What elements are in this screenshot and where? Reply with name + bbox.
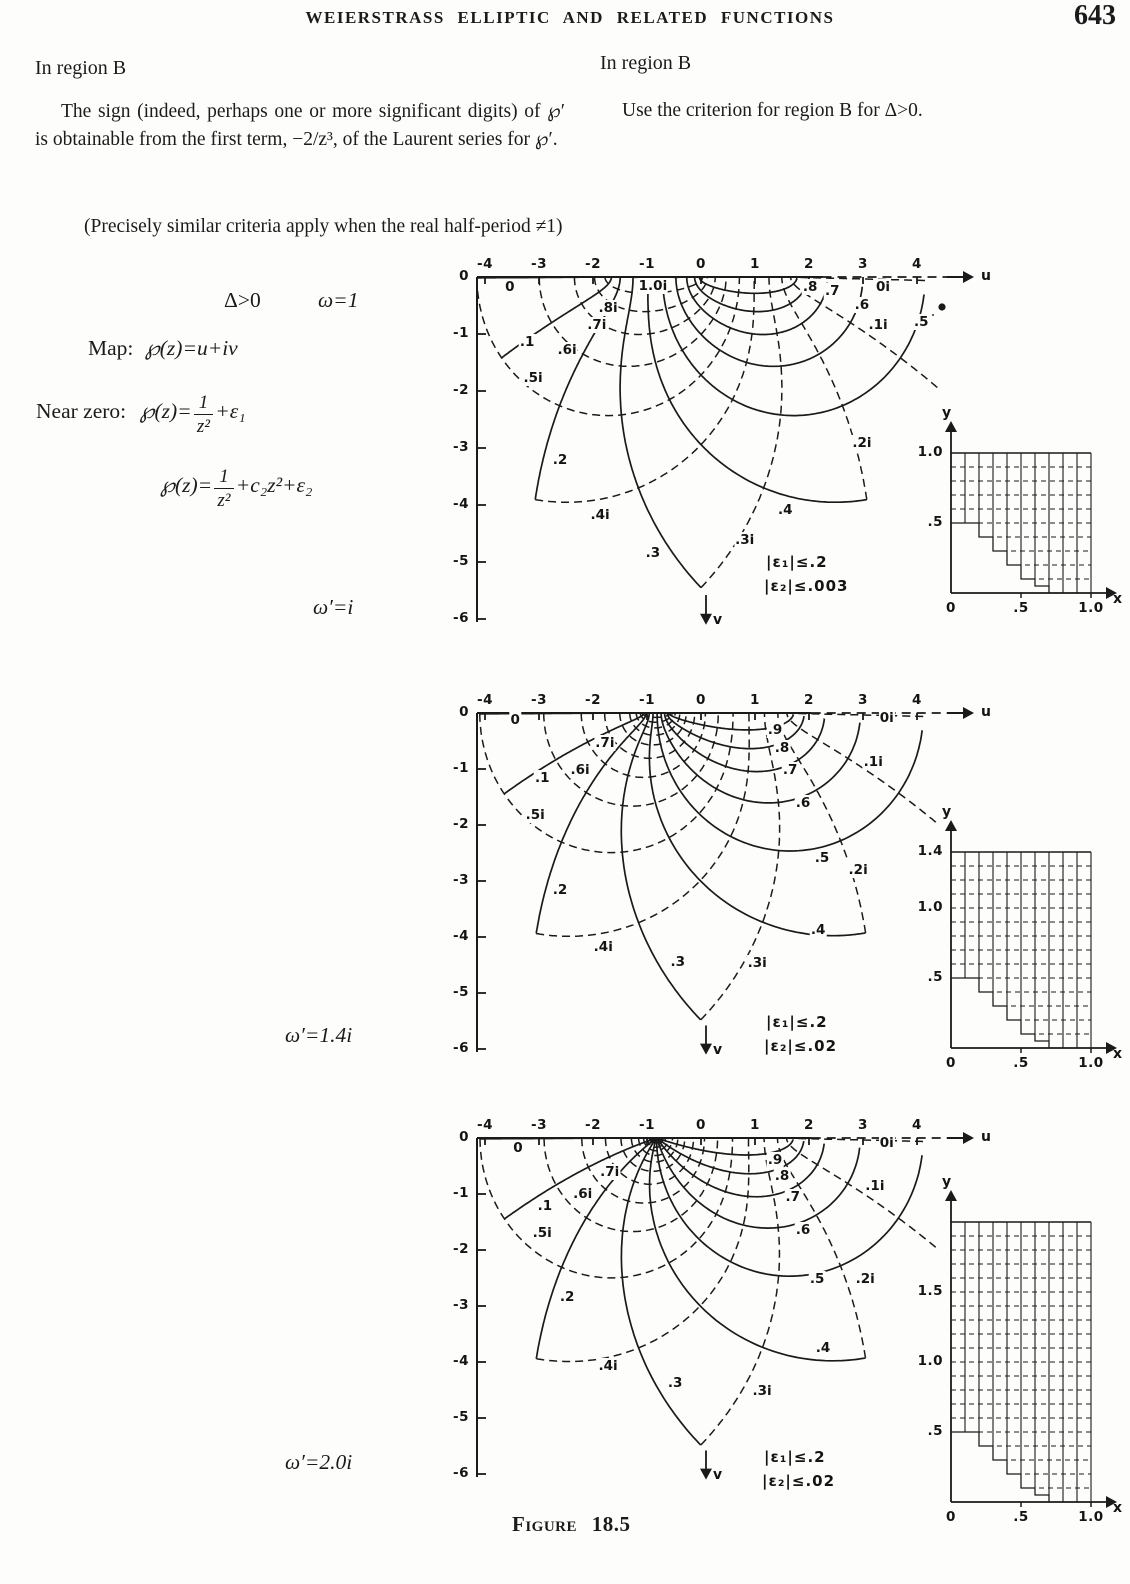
axis-arrowhead [1106,587,1117,599]
curve-label-.1i: .1i [863,754,883,771]
fraction-numerator: 1 [194,393,214,415]
contour-dashed [581,713,705,777]
inset-staircase [951,523,1049,593]
curve-label-.2i: .2i [848,861,868,878]
u-tick-label: -1 [639,1117,655,1133]
inset-y-tick-label: 1.4 [917,843,943,859]
curve-label-.6: .6 [854,296,870,313]
curve-label-0i: 0i [875,279,890,296]
inset-x-tick-label: 0 [946,1509,956,1525]
epsilon2-bound-chart2: |ε₂|≤.02 [764,1037,838,1055]
curve-label-.7: .7 [785,1188,801,1205]
v-tick-label: -5 [453,984,469,1000]
v-tick-label: 0 [459,1129,469,1145]
u-tick-label: 3 [858,256,868,272]
inset-y-axis-label: y [942,804,952,820]
curve-label-.6i: .6i [557,341,577,358]
curve-label-.2i: .2i [855,1270,875,1287]
curve-label-.9: .9 [767,721,783,738]
u-axis-label: u [981,704,991,720]
inset-x-tick-label: 1.0 [1078,1509,1104,1525]
v-tick-label: -5 [453,1409,469,1425]
v-axis-label: v [713,612,723,629]
curve-label-.5i: .5i [525,806,545,823]
curve-label-.2: .2 [559,1289,575,1306]
fraction-numerator: 1 [214,467,234,489]
inset-y-tick-label: 1.0 [917,1353,943,1369]
curve-label-.3i: .3i [752,1382,772,1399]
figure-caption: Figure 18.5 [512,1512,631,1536]
second-eq-rhs: +c₂z²+ε₂ [235,473,313,497]
epsilon2-bound-chart1: |ε₂|≤.003 [764,577,849,595]
second-eq-lhs: ℘(z)= [160,473,213,497]
inset-y-axis-label: y [942,1174,952,1190]
curve-label-0: 0 [513,1140,523,1157]
curve-label-1.0i: 1.0i [638,278,668,295]
inset-grid-2 [945,820,1117,1054]
inset-x-tick-label: .5 [1013,1509,1029,1525]
curve-label-.6i: .6i [573,1186,593,1202]
curve-label-.2: .2 [552,451,568,468]
inset-staircase [951,1432,1049,1502]
curve-label-.1: .1 [537,1197,553,1214]
u-tick-label: 0 [696,692,706,708]
inset-y-tick-label: .5 [927,1423,943,1439]
u-tick-label: -2 [585,692,601,708]
u-tick-label: 1 [750,692,760,708]
u-tick-label: -1 [639,692,655,708]
contour-dashed [787,713,936,822]
v-tick-label: 0 [459,268,469,284]
contour-dashed [778,713,866,933]
u-tick-label: -3 [531,1117,547,1133]
contour-dashed [480,713,733,853]
curve-label-.1: .1 [534,769,550,786]
inset-y-tick-label: 1.0 [917,444,943,460]
contour-solid [650,1138,866,1361]
u-axis-label: u [981,1129,991,1145]
inset-y-tick-label: .5 [927,514,943,530]
u-tick-label: 0 [696,256,706,272]
epsilon1-bound-chart2: |ε₁|≤.2 [766,1013,828,1031]
axis-arrowhead [945,421,957,432]
contour-dashed [536,713,749,936]
u-tick-label: 1 [750,256,760,272]
curve-label-.6: .6 [795,1221,811,1238]
u-tick-label: 1 [750,1117,760,1133]
note-line: (Precisely similar criteria apply when the real half-period ≠1) [84,216,563,237]
curve-label-.2: .2 [552,881,568,898]
curve-label-.3: .3 [670,954,686,971]
omega-prime-label-3: ω′=2.0i [285,1450,353,1474]
curve-label-.9: .9 [767,1151,783,1168]
page-header: WEIERSTRASS ELLIPTIC AND RELATED FUNCTIONS [305,8,835,27]
v-tick-label: -3 [453,439,469,455]
map-equation-line [88,336,238,361]
u-tick-label: 0 [696,1117,706,1133]
curve-label-.5: .5 [809,1270,825,1287]
map-label: Map: [88,336,134,360]
v-tick-label: -6 [453,610,469,626]
v-tick-label: -3 [453,1297,469,1313]
chart-axes-3 [477,1132,974,1480]
inset-x-tick-label: .5 [1013,1055,1029,1071]
contour-dashed [782,277,867,500]
curve-label-.5: .5 [914,314,929,331]
axis-arrowhead [945,1190,957,1201]
u-tick-label: -3 [531,256,547,272]
v-tick-label: -2 [453,382,469,398]
contour-solid [536,713,646,934]
curve-label-.1: .1 [519,333,535,350]
u-tick-label: -3 [531,692,547,708]
contour-solid [504,1138,654,1219]
v-tick-label: -4 [453,928,469,944]
v-tick-label: -5 [453,553,469,569]
u-tick-label: 3 [858,1117,868,1133]
curve-label-.3i: .3i [747,954,767,971]
u-tick-label: -1 [639,256,655,272]
u-tick-label: 2 [804,1117,814,1133]
u-tick-label: -2 [585,1117,601,1133]
curve-label-.2i: .2i [852,434,872,451]
curve-label-.8: .8 [802,279,818,296]
curve-label-.8: .8 [774,740,790,757]
curve-label-.8: .8 [774,1168,790,1185]
v-tick-label: -1 [453,1185,469,1201]
chart-axes-1 [477,271,974,625]
contour-dashed [791,277,938,388]
curve-label-.6: .6 [795,795,811,812]
ink-speck-artifact [932,314,934,316]
omega-condition: ω=1 [318,288,359,312]
v-tick-label: -6 [453,1465,469,1481]
inset-staircase [951,978,1049,1048]
epsilon1-bound-chart1: |ε₁|≤.2 [766,553,828,571]
fraction-denominator: z² [196,416,210,437]
ink-blob-artifact [938,303,945,310]
u-tick-label: 2 [804,692,814,708]
inset-x-axis-label: x [1113,1500,1123,1516]
chart-curves-3 [480,1138,936,1445]
near-zero-label: Near zero: [36,399,127,423]
contour-dashed [544,1138,718,1232]
contour-dashed [536,1138,749,1362]
contour-solid [504,713,644,794]
curve-label-.7i: .7i [587,316,607,333]
right-column-paragraph: Use the criterion for region B for Δ>0. [622,100,923,121]
contour-solid [649,713,865,939]
curve-label-.3i: .3i [735,531,755,548]
fraction-denominator: z² [217,490,231,511]
u-tick-label: 4 [912,256,922,272]
v-tick-label: -1 [453,760,469,776]
curve-label-.5i: .5i [523,369,543,386]
curve-label-.1i: .1i [868,316,888,333]
u-tick-label: 3 [858,692,868,708]
v-tick-label: -1 [453,325,469,341]
near-zero-equation-line [36,393,246,436]
axis-arrowhead [1106,1496,1117,1508]
inset-x-tick-label: 0 [946,600,956,616]
v-tick-label: -3 [453,872,469,888]
left-column-heading: In region B [35,57,127,79]
contour-solid [502,277,612,358]
right-column-heading: In region B [600,52,692,74]
contour-solid [536,1138,655,1359]
axis-arrowhead [963,271,974,283]
curve-label-.5i: .5i [532,1225,552,1242]
map-equation: ℘(z)=u+iv [144,336,238,360]
v-tick-label: -4 [453,496,469,512]
curve-label-.8i: .8i [598,299,618,316]
axis-arrowhead [700,1044,712,1055]
v-tick-label: -6 [453,1040,469,1056]
contour-solid [620,277,701,588]
curve-label-0: 0 [505,279,515,296]
v-tick-label: -2 [453,816,469,832]
curve-label-.4: .4 [777,502,793,519]
epsilon2-bound-chart3: |ε₂|≤.02 [762,1472,836,1490]
curve-label-.6i: .6i [570,762,590,779]
curve-label-0: 0 [510,711,520,728]
axis-arrowhead [700,614,712,625]
u-tick-label: 4 [912,1117,922,1133]
inset-x-tick-label: 1.0 [1078,1055,1104,1071]
curve-label-.7: .7 [824,283,840,300]
inset-y-tick-label: 1.5 [917,1283,943,1299]
inset-grid-1 [945,421,1117,599]
u-tick-label: -4 [477,256,493,272]
axis-arrowhead [963,707,974,719]
inset-y-tick-label: .5 [927,969,943,985]
page-number: 643 [1074,0,1116,31]
contour-dashed [787,1138,936,1247]
contour-solid [669,713,793,730]
axis-arrowhead [1106,1042,1117,1054]
chart-curves-1 [477,277,937,588]
curve-label-.3: .3 [667,1374,683,1391]
v-tick-label: 0 [459,704,469,720]
inset-x-tick-label: 0 [946,1055,956,1071]
inset-y-tick-label: 1.0 [917,899,943,915]
axis-arrowhead [945,820,957,831]
contour-solid [667,713,804,749]
u-tick-label: -2 [585,256,601,272]
curve-label-.5: .5 [814,850,830,867]
u-tick-label: -4 [477,692,493,708]
u-tick-label: 4 [912,692,922,708]
curve-label-.4i: .4i [598,1357,618,1374]
curve-label-0i: 0i [879,710,894,727]
inset-x-tick-label: 1.0 [1078,600,1104,616]
inset-x-axis-label: x [1113,591,1123,607]
curve-label-.7i: .7i [600,1163,620,1180]
chart-axes-2 [477,707,974,1055]
curve-label-.4i: .4i [593,939,613,956]
u-tick-label: 2 [804,256,814,272]
near-zero-fraction [194,393,214,436]
inset-x-tick-label: .5 [1013,600,1029,616]
omega-prime-label-2: ω′=1.4i [285,1023,353,1047]
v-tick-label: -4 [453,1353,469,1369]
delta-condition: Δ>0 [224,288,261,312]
v-axis-label: v [713,1467,723,1484]
v-tick-label: -2 [453,1241,469,1257]
v-axis-label: v [713,1042,723,1059]
curve-label-.4: .4 [810,922,826,939]
curve-label-0i: 0i [879,1135,894,1152]
contour-dashed [544,713,719,806]
curve-label-.4i: .4i [590,506,610,523]
curve-label-.7: .7 [782,762,798,779]
second-eq-fraction [214,467,234,510]
near-zero-rhs: +ε₁ [215,399,246,423]
curve-label-.4: .4 [815,1340,831,1356]
contour-solid [621,1138,700,1445]
near-zero-lhs: ℘(z)= [139,399,192,423]
contour-solid [661,713,860,803]
curve-label-.3: .3 [645,544,661,561]
second-equation-line [160,467,312,510]
chart-curves-2 [480,713,936,1020]
axis-arrowhead [700,1469,712,1480]
curve-label-.7i: .7i [595,735,615,752]
u-tick-label: -4 [477,1117,493,1133]
left-column-paragraph: The sign (indeed, perhaps one or more significant digits) of ℘′ is obtainable from the first term, −2/z³, of the Laurent series for ℘′. [35,101,565,150]
contour-dashed [701,277,782,588]
inset-grid-3 [945,1190,1117,1508]
epsilon1-bound-chart3: |ε₁|≤.2 [764,1448,826,1466]
u-axis-label: u [981,268,991,284]
axis-arrowhead [963,1132,974,1144]
inset-x-axis-label: x [1113,1046,1123,1062]
omega-prime-label-1: ω′=i [313,595,354,619]
contour-solid [535,277,620,500]
contour-dashed [778,1138,866,1358]
inset-y-axis-label: y [942,405,952,421]
curve-label-.1i: .1i [865,1178,885,1195]
